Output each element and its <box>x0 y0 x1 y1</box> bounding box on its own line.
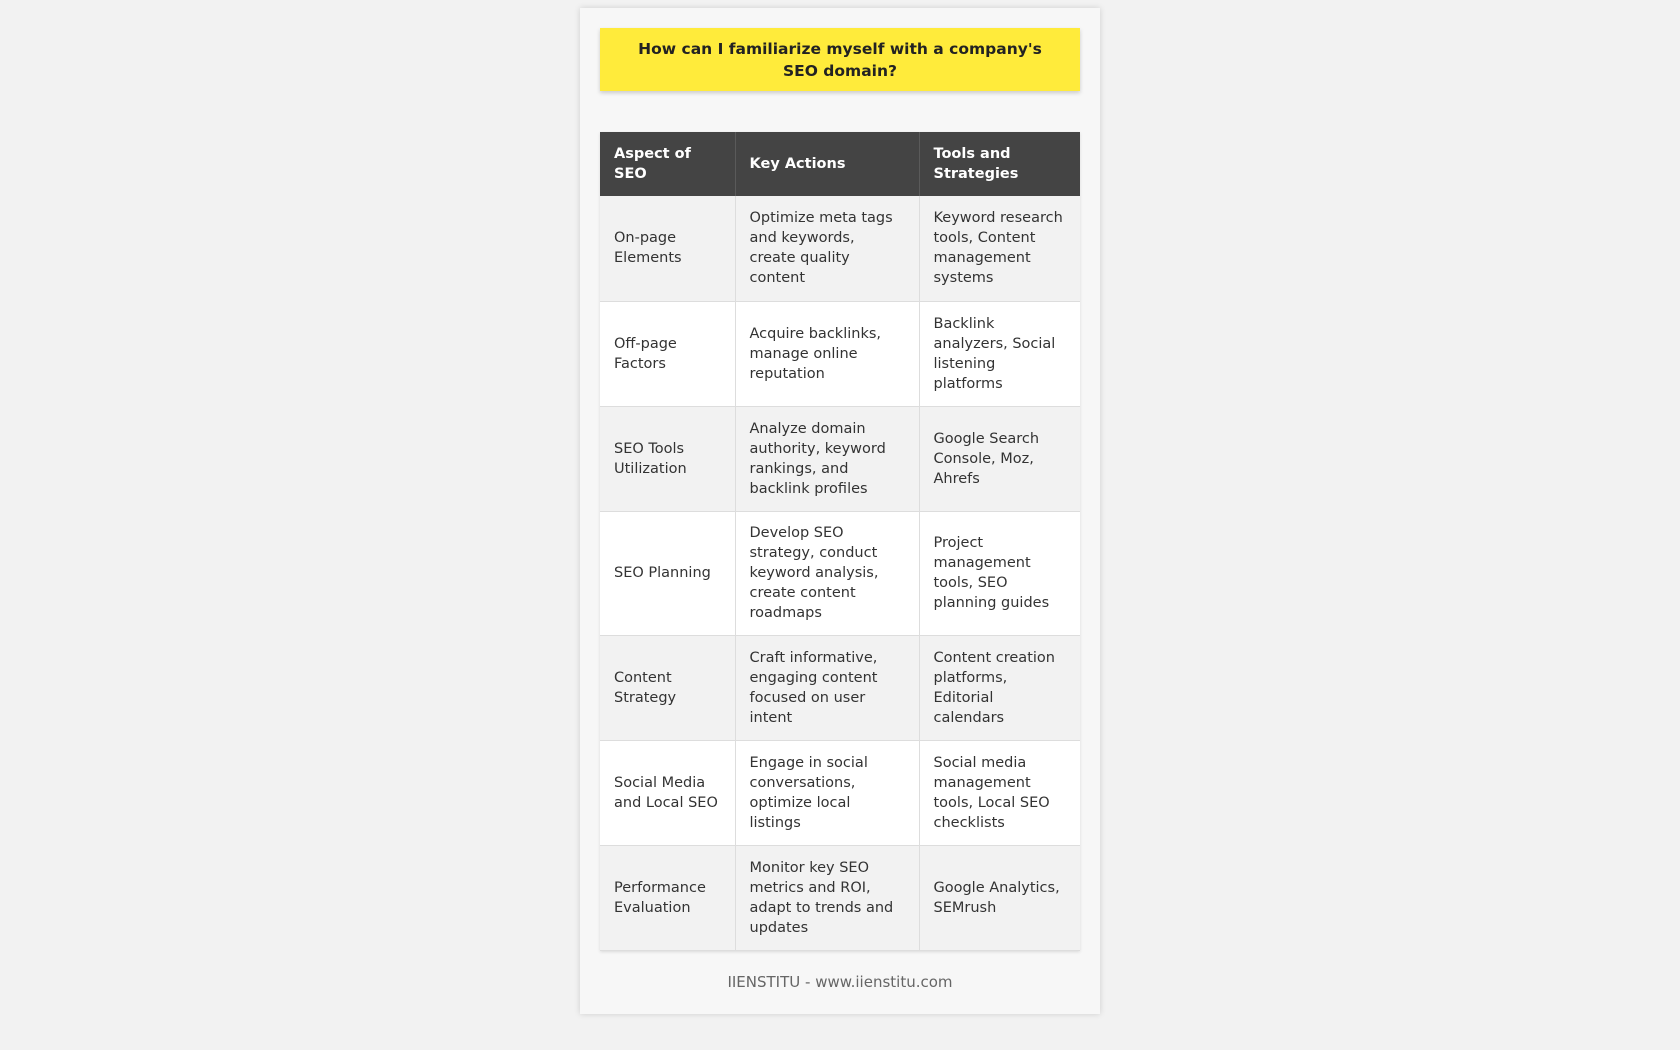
table-row <box>600 845 1080 950</box>
table-row <box>600 196 1080 301</box>
cell-actions: Monitor key SEO metrics and ROI, adapt to trends and updates <box>735 845 919 950</box>
cell-tools: Google Analytics, SEMrush <box>919 845 1080 950</box>
title-banner <box>600 28 1080 91</box>
table-row <box>600 511 1080 635</box>
table-body <box>600 196 1080 950</box>
cell-tools: Content creation platforms, Editorial calendars <box>919 635 1080 740</box>
page-title: How can I familiarize myself with a company's SEO domain? <box>638 39 1042 80</box>
cell-tools: Project management tools, SEO planning guides <box>919 511 1080 635</box>
cell-actions: Analyze domain authority, keyword rankings, and backlink profiles <box>735 406 919 511</box>
table-row <box>600 406 1080 511</box>
seo-table <box>600 132 1080 951</box>
cell-aspect: Social Media and Local SEO <box>600 740 735 845</box>
table-row <box>600 635 1080 740</box>
cell-aspect: On-page Elements <box>600 196 735 301</box>
cell-aspect: SEO Tools Utilization <box>600 406 735 511</box>
cell-aspect: Off-page Factors <box>600 301 735 406</box>
table-row <box>600 301 1080 406</box>
header-tools: Tools and Strategies <box>919 132 1080 196</box>
cell-tools: Backlink analyzers, Social listening platforms <box>919 301 1080 406</box>
cell-aspect: SEO Planning <box>600 511 735 635</box>
footer-credit: IIENSTITU - www.iienstitu.com <box>727 972 953 991</box>
cell-actions: Craft informative, engaging content focused on user intent <box>735 635 919 740</box>
table-row <box>600 740 1080 845</box>
table-header <box>600 132 1080 196</box>
cell-actions: Optimize meta tags and keywords, create quality content <box>735 196 919 301</box>
header-key-actions: Key Actions <box>735 132 919 196</box>
header-row <box>600 132 1080 196</box>
cell-tools: Social media management tools, Local SEO checklists <box>919 740 1080 845</box>
cell-aspect: Performance Evaluation <box>600 845 735 950</box>
cell-tools: Google Search Console, Moz, Ahrefs <box>919 406 1080 511</box>
cell-actions: Develop SEO strategy, conduct keyword analysis, create content roadmaps <box>735 511 919 635</box>
content-card <box>580 8 1100 1014</box>
cell-aspect: Content Strategy <box>600 635 735 740</box>
cell-actions: Acquire backlinks, manage online reputation <box>735 301 919 406</box>
header-aspect: Aspect of SEO <box>600 132 735 196</box>
cell-tools: Keyword research tools, Content management systems <box>919 196 1080 301</box>
cell-actions: Engage in social conversations, optimize local listings <box>735 740 919 845</box>
